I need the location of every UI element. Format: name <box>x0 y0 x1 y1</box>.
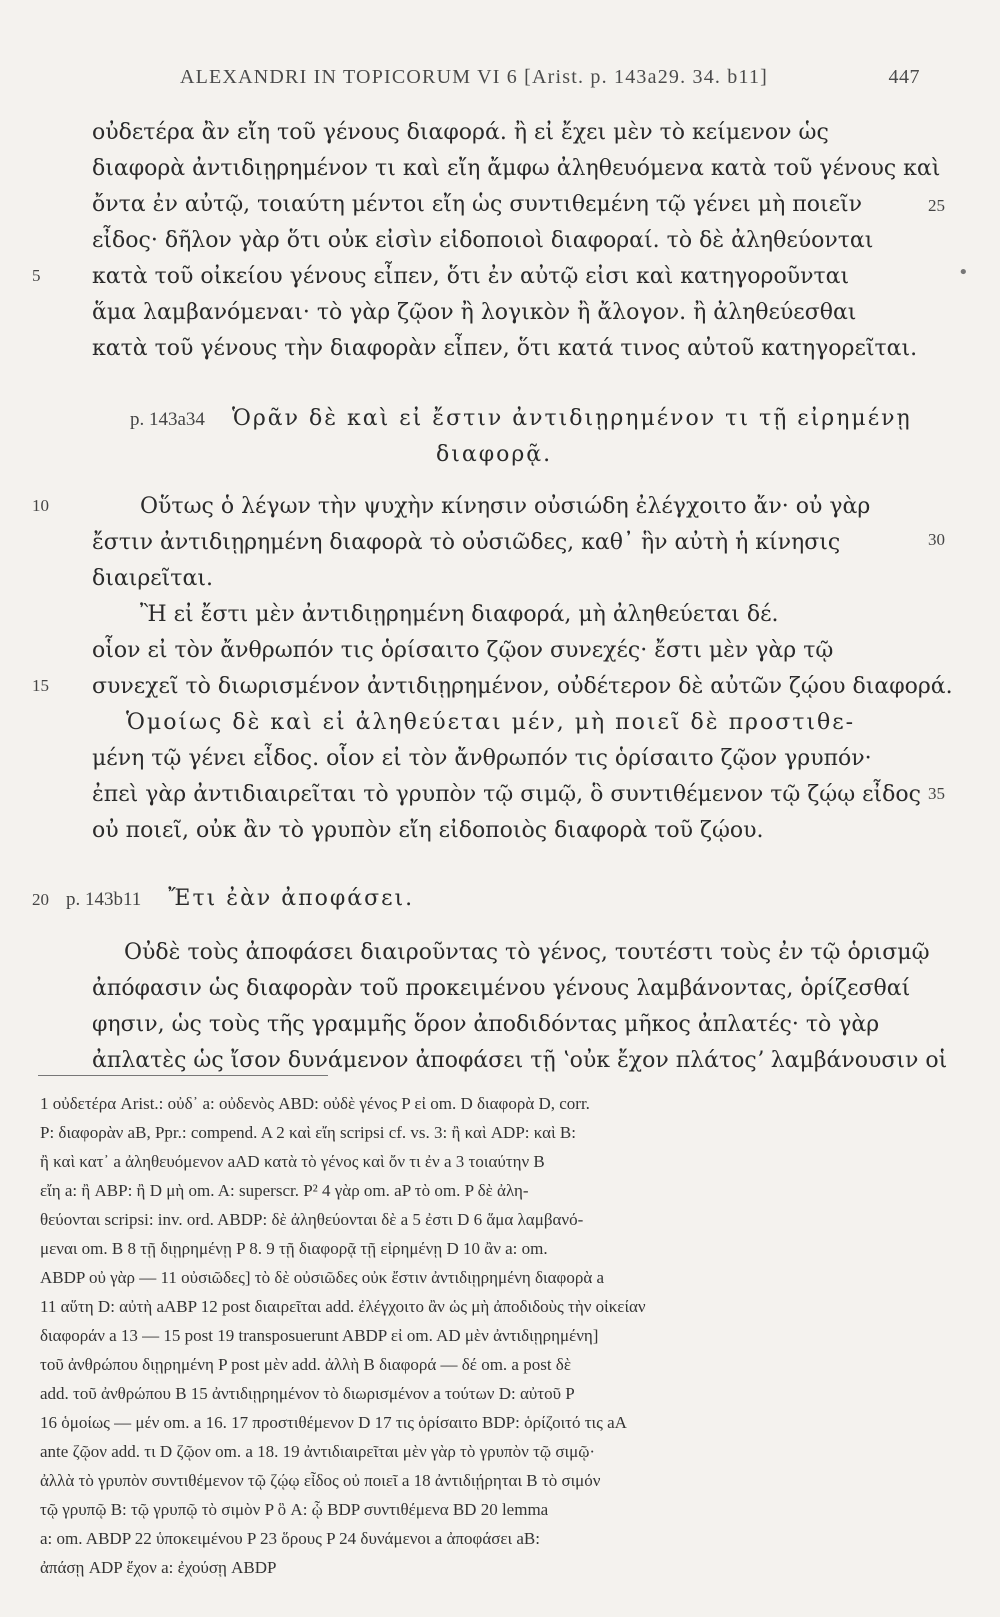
footnote-line: θεύονται scripsi: inv. ord. ABDP: δὲ ἀληθεύονται δὲ a 5 ἐστι D 6 ἅμα λαμβανό- <box>40 1210 584 1229</box>
footnote-line: τῷ γρυπῷ B: τῷ γρυπῷ τὸ σιμὸν P ὃ A: ᾧ BDP συντιθέμενα BD 20 lemma <box>40 1500 549 1519</box>
footnote-line: 16 ὁμοίως — μέν om. a 16. 17 προστιθέμενον D 17 τις ὁρίσαιτο BDP: ὁρίζοιτό τις aA <box>40 1413 627 1432</box>
footnote-line: τοῦ ἀνθρώπου διῃρημένη P post μὲν add. ἀλλὴ B διαφορά — δέ om. a post δὲ <box>40 1355 571 1374</box>
text-line: ἐπεὶ γὰρ ἀντιδιαιρεῖται τὸ γρυπὸν τῷ σιμῷ, ὃ συντιθέμενον τῷ ζῴῳ εἶδος <box>92 782 921 807</box>
footnote-line: μεναι om. B 8 τῇ διῃρημένῃ P 8. 9 τῇ διαφορᾷ τῇ εἰρημένῃ D 10 ἂν a: om. <box>40 1239 548 1258</box>
text-line: διαιρεῖται. <box>92 566 213 591</box>
footnote-line: ABDP οὐ γὰρ — 11 οὐσιῶδες] τὸ δὲ οὐσιῶδες οὐκ ἔστιν ἀντιδιῃρημένη διαφορὰ a <box>40 1268 605 1287</box>
text-line: εἶδος· δῆλον γὰρ ὅτι οὐκ εἰσὶν εἰδοποιοὶ διαφοραί. τὸ δὲ ἀληθεύονται <box>92 228 874 253</box>
text-line: ἀπλατὲς ὡς ἴσον δυνάμενον ἀποφάσει τῇ ʽοὐκ ἔχον πλάτοςʼ λαμβάνουσιν οἱ <box>92 1048 948 1073</box>
margin-mark: • <box>958 262 969 283</box>
text-line: οὐδετέρα ἂν εἴη τοῦ γένους διαφορά. ἢ εἰ ἔχει μὲν τὸ κείμενον ὡς <box>92 120 829 145</box>
footnote-line: 11 αὕτη D: αὐτὴ aABP 12 post διαιρεῖται add. ἐλέγχοιτο ἂν ὡς μὴ ἀποδιδοὺς τὴν οἰκείαν <box>40 1297 646 1316</box>
lemma-reference: p. 143b11 <box>66 889 142 910</box>
footnote-rule <box>38 1075 328 1076</box>
footnote-line: P: διαφορὰν aB, Ppr.: compend. A 2 καὶ εἴη scripsi cf. vs. 3: ἢ καὶ ADP: καὶ B: <box>40 1123 576 1142</box>
lemma-line <box>66 882 892 917</box>
text-line: συνεχεῖ τὸ διωρισμένον ἀντιδιῃρημένον, οὐδέτερον δὲ αὐτῶν ζῴου διαφορά. <box>92 674 953 699</box>
text-line: διαφορὰ ἀντιδιῃρημένον τι καὶ εἴη ἄμφω ἀληθευόμενα κατὰ τοῦ γένους καὶ <box>92 156 941 181</box>
text-line: κατὰ τοῦ οἰκείου γένους εἶπεν, ὅτι ἐν αὐτῷ εἰσι καὶ κατηγοροῦνται <box>92 264 850 289</box>
footnote-line: a: om. ABDP 22 ὑποκειμένου P 23 ὅρους P 24 δυνάμενοι a ἀποφάσει aB: <box>40 1529 540 1548</box>
line-number: 20 <box>32 890 49 909</box>
text-line: κατὰ τοῦ γένους τὴν διαφορὰν εἶπεν, ὅτι κατά τινος αὐτοῦ κατηγορεῖται. <box>92 336 918 361</box>
text-line: οὐ ποιεῖ, οὐκ ἂν τὸ γρυπὸν εἴη εἰδοποιὸς διαφορὰ τοῦ ζῴου. <box>92 818 764 843</box>
line-number: 35 <box>928 784 945 803</box>
text-line: ἀπόφασιν ὡς διαφορὰν τοῦ προκειμένου γένους λαμβάνοντας, ὁρίζεσθαί <box>92 976 911 1001</box>
line-number: 15 <box>32 676 49 695</box>
running-head-title: ALEXANDRI IN TOPICORUM VI 6 [Arist. p. 143a29. 34. b11] <box>180 66 769 88</box>
line-number: 10 <box>32 496 49 515</box>
lemma-text: Ὁρᾶν δὲ καὶ εἰ ἔστιν ἀντιδιῃρημένον τι τῇ εἰρημένῃ <box>231 406 912 431</box>
text-line: ἅμα λαμβανόμεναι· τὸ γὰρ ζῷον ἢ λογικὸν ἢ ἄλογον. ἢ ἀληθεύεσθαι <box>92 300 857 325</box>
lemma-text: Ἔτι ἐὰν ἀποφάσει. <box>168 886 415 911</box>
line-number: 25 <box>928 196 945 215</box>
text-line: Οὐδὲ τοὺς ἀποφάσει διαιροῦντας τὸ γένος, τουτέστι τοὺς ἐν τῷ ὁρισμῷ <box>124 940 930 965</box>
text-line: ὄντα ἐν αὐτῷ, τοιαύτη μέντοι εἴη ὡς συντιθεμένη τῷ γένει μὴ ποιεῖν <box>92 192 862 217</box>
text-line: ἔστιν ἀντιδιῃρημένη διαφορὰ τὸ οὐσιῶδες, καθ᾽ ἣν αὐτὴ ἡ κίνησις <box>92 530 841 555</box>
footnote-line: add. τοῦ ἀνθρώπου B 15 ἀντιδιῃρημένον τὸ διωρισμένον a τούτων D: αὐτοῦ P <box>40 1384 575 1403</box>
running-head <box>180 66 920 89</box>
footnote-line: ἀλλὰ τὸ γρυπὸν συντιθέμενον τῷ ζῴῳ εἶδος οὐ ποιεῖ a 18 ἀντιδιῄρηται B τὸ σιμόν <box>40 1471 601 1490</box>
lemma-line <box>130 402 956 437</box>
lemma-line: διαφορᾷ. <box>436 442 553 467</box>
footnote-line: ἀπάσῃ ADP ἔχον a: ἐχούσῃ ABDP <box>40 1558 277 1577</box>
text-line: οἷον εἰ τὸν ἄνθρωπόν τις ὁρίσαιτο ζῷον συνεχές· ἔστι μὲν γὰρ τῷ <box>92 638 834 663</box>
text-line: φησιν, ὡς τοὺς τῆς γραμμῆς ὅρον ἀποδιδόντας μῆκος ἀπλατές· τὸ γὰρ <box>92 1012 880 1037</box>
footnote-line: 1 οὐδετέρα Arist.: οὐδ᾽ a: οὐδενὸς ABD: οὐδὲ γένος P εἰ om. D διαφορὰ D, corr. <box>40 1094 590 1113</box>
lemma-reference: p. 143a34 <box>130 409 205 430</box>
page-number: 447 <box>888 66 920 88</box>
line-number: 30 <box>928 530 945 549</box>
text-line: Ἢ εἰ ἔστι μὲν ἀντιδιῃρημένη διαφορά, μὴ ἀληθεύεται δέ. <box>140 602 779 627</box>
text-line: Ὁμοίως δὲ καὶ εἰ ἀληθεύεται μέν, μὴ ποιεῖ δὲ προστιθε- <box>126 710 856 735</box>
text-line: Οὕτως ὁ λέγων τὴν ψυχὴν κίνησιν οὐσιώδη ἐλέγχοιτο ἄν· οὐ γὰρ <box>140 494 871 519</box>
footnote-line: ante ζῷον add. τι D ζῷον om. a 18. 19 ἀντιδιαιρεῖται μὲν γὰρ τὸ γρυπὸν τῷ σιμῷ· <box>40 1442 596 1461</box>
line-number: 5 <box>32 266 41 285</box>
footnote-line: διαφοράν a 13 — 15 post 19 transposuerunt ABDP εἰ om. AD μὲν ἀντιδιῃρημένη] <box>40 1326 599 1345</box>
text-line: μένη τῷ γένει εἶδος. οἷον εἰ τὸν ἄνθρωπόν τις ὁρίσαιτο ζῷον γρυπόν· <box>92 746 872 771</box>
footnote-line: ἢ καὶ κατ᾽ a ἀληθευόμενον aAD κατὰ τὸ γένος καὶ ὄν τι ἐν a 3 τοιαύτην B <box>40 1152 545 1171</box>
footnote-line: εἴη a: ἢ ABP: ἢ D μὴ om. A: superscr. P² 4 γὰρ om. aP τὸ om. P δὲ ἀλη- <box>40 1181 529 1200</box>
